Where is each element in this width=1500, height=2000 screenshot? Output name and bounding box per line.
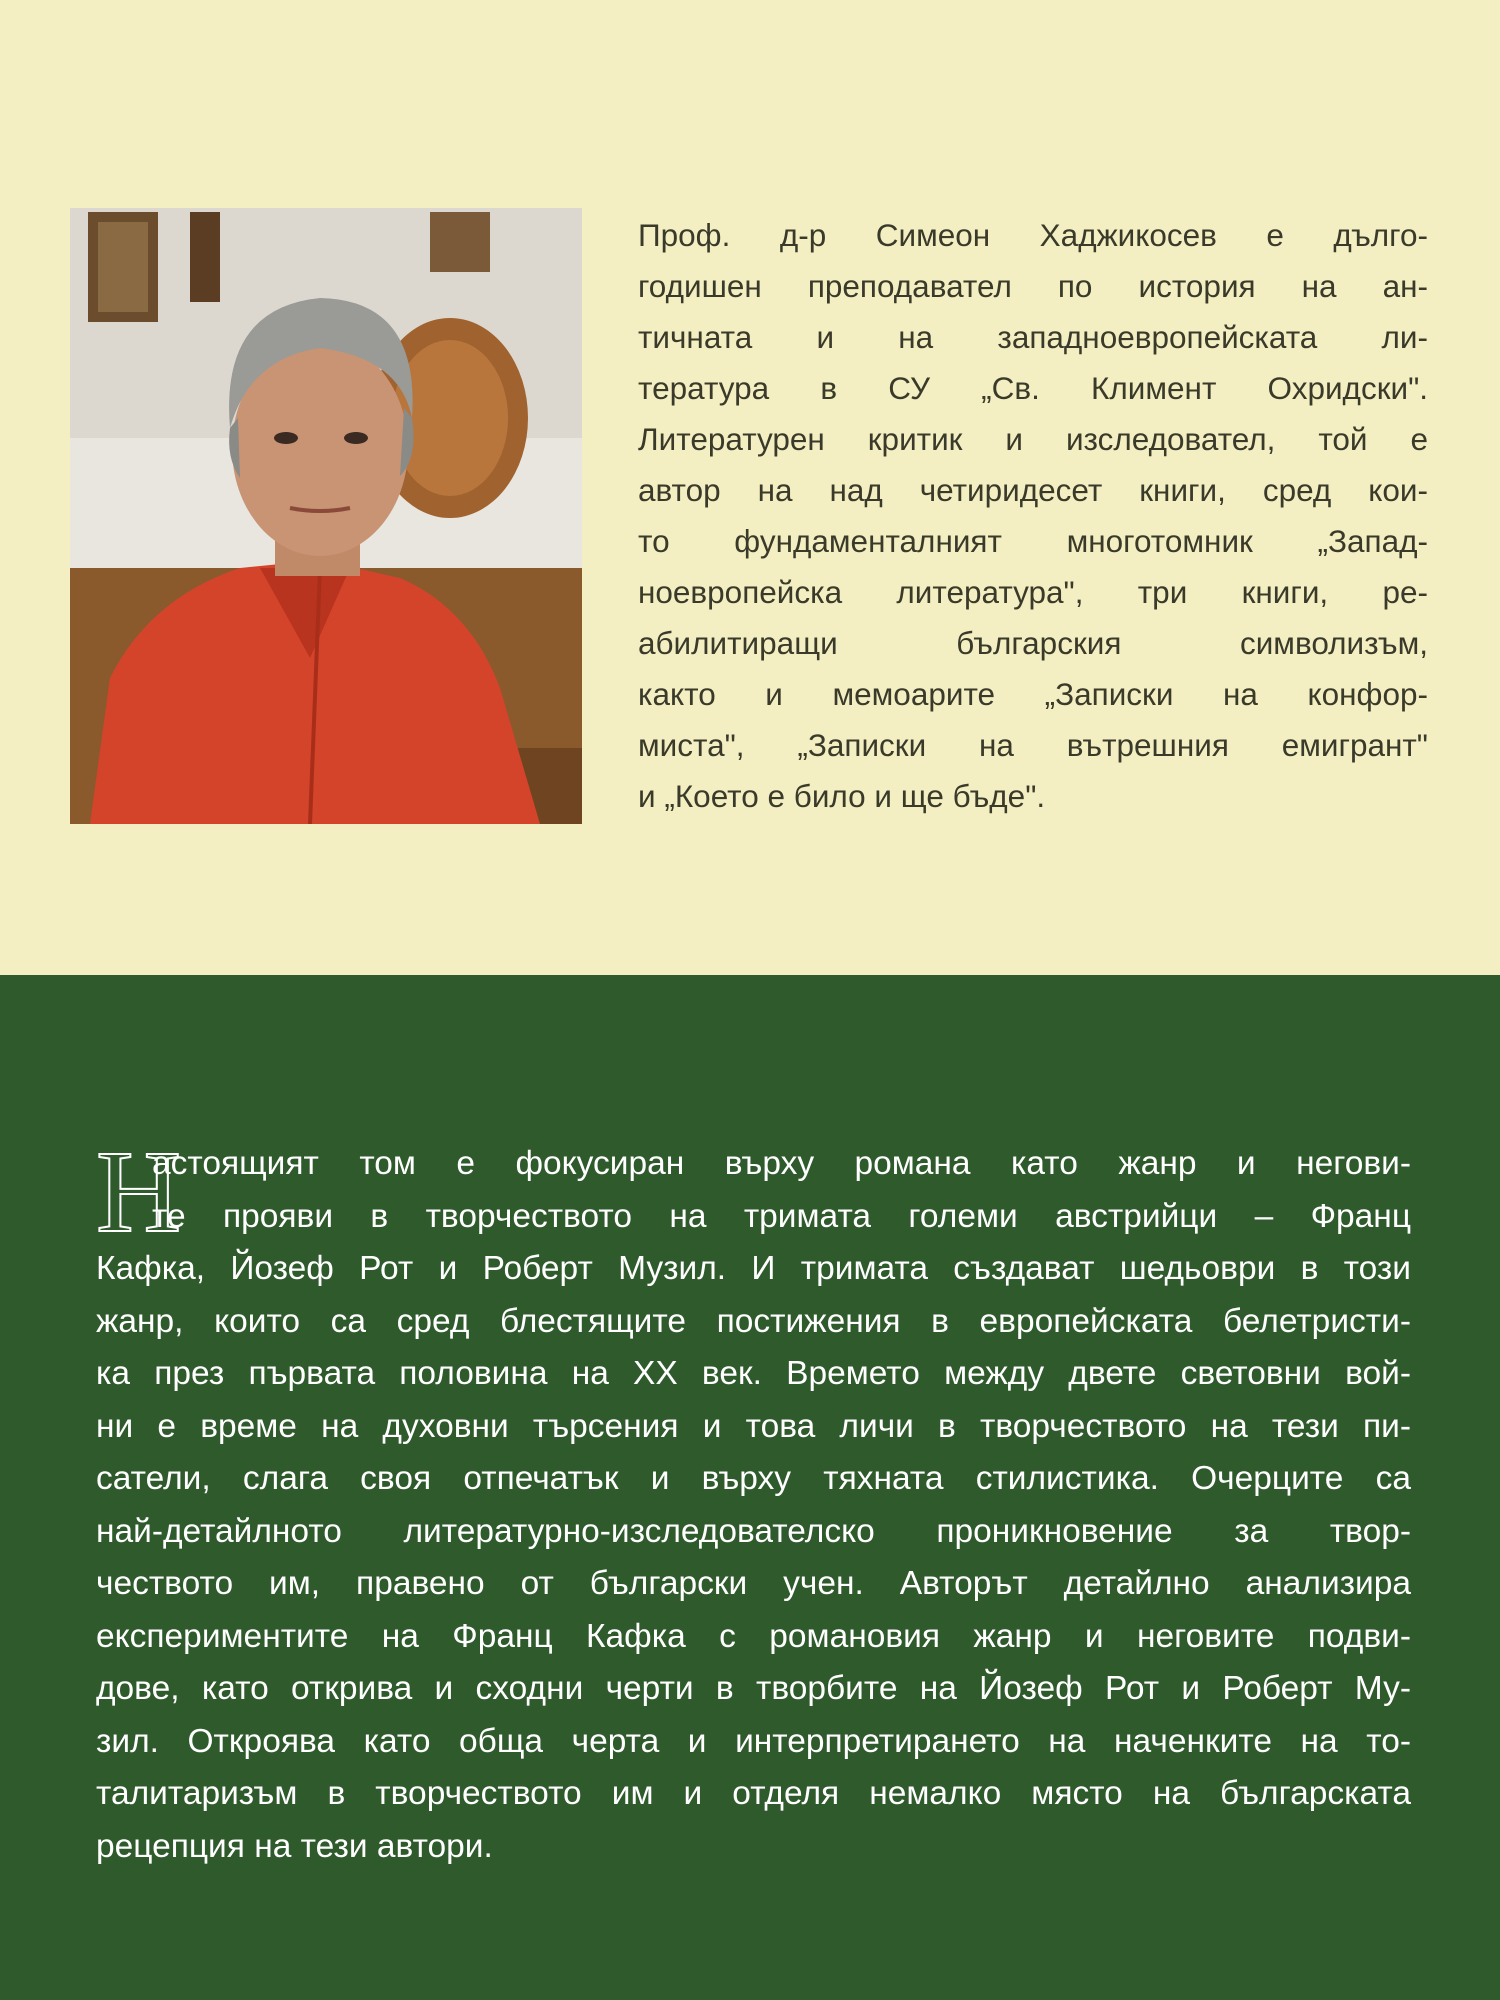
author-section xyxy=(0,0,1500,975)
bio-line: миста", „Записки на вътрешния емигрант" xyxy=(638,727,1428,763)
bio-line: абилитиращи българския символизъм, xyxy=(638,625,1428,661)
description-line: Кафка, Йозеф Рот и Роберт Музил. И тримата създават шедьоври в този xyxy=(96,1250,1411,1287)
description-line: жанр, които са сред блестящите постижения в европейската белетристи- xyxy=(96,1302,1411,1340)
bio-line: Проф. д-р Симеон Хаджикосев е дълго- xyxy=(638,217,1428,253)
description-line: ка през първата половина на XX век. Времето между двете световни вой- xyxy=(96,1355,1411,1392)
bio-line: автор на над четиридесет книги, сред кои- xyxy=(638,472,1428,508)
bio-line: Литературен критик и изследовател, той е xyxy=(638,421,1428,457)
description-line: дове, като открива и сходни черти в творбите на Йозеф Рот и Роберт Му- xyxy=(96,1670,1411,1707)
description-line: рецепция на тези автори. xyxy=(96,1827,493,1865)
bio-line: тичната и на западноевропейската ли- xyxy=(638,319,1428,355)
author-portrait-photo xyxy=(70,208,582,824)
description-line: талитаризъм в творчеството им и отделя немалко място на българската xyxy=(96,1775,1411,1812)
bio-line: то фундаменталният многотомник „Запад- xyxy=(638,523,1428,559)
description-line: сатели, слага своя отпечатък и върху тяхната стилистика. Очерците са xyxy=(96,1460,1411,1497)
drop-cap-letter: Н xyxy=(96,1126,180,1257)
bio-line: тература в СУ „Св. Климент Охридски". xyxy=(638,370,1428,406)
description-line: чеството им, правено от български учен. Авторът детайлно анализира xyxy=(96,1565,1411,1602)
book-description xyxy=(96,1126,1411,1873)
author-biography xyxy=(638,210,1428,822)
description-line: най-детайлното литературно-изследователско проникновение за твор- xyxy=(96,1512,1411,1550)
description-line: астоящият том е фокусиран върху романа като жанр и негови- xyxy=(152,1145,1411,1182)
description-line: зил. Откроява като обща черта и интерпретирането на наченките на то- xyxy=(96,1722,1411,1760)
bio-line: и „Което е било и ще бъде". xyxy=(638,778,1046,814)
bio-line: ноевропейска литература", три книги, ре- xyxy=(638,574,1428,610)
bio-line: както и мемоарите „Записки на конфор- xyxy=(638,676,1428,712)
bio-line: годишен преподавател по история на ан- xyxy=(638,268,1428,304)
description-line: те прояви в творчеството на тримата големи австрийци – Франц xyxy=(152,1197,1411,1235)
description-line: ни е време на духовни търсения и това личи в творчеството на тези пи- xyxy=(96,1407,1411,1445)
description-line: експериментите на Франц Кафка с романовия жанр и неговите подви- xyxy=(96,1617,1411,1655)
